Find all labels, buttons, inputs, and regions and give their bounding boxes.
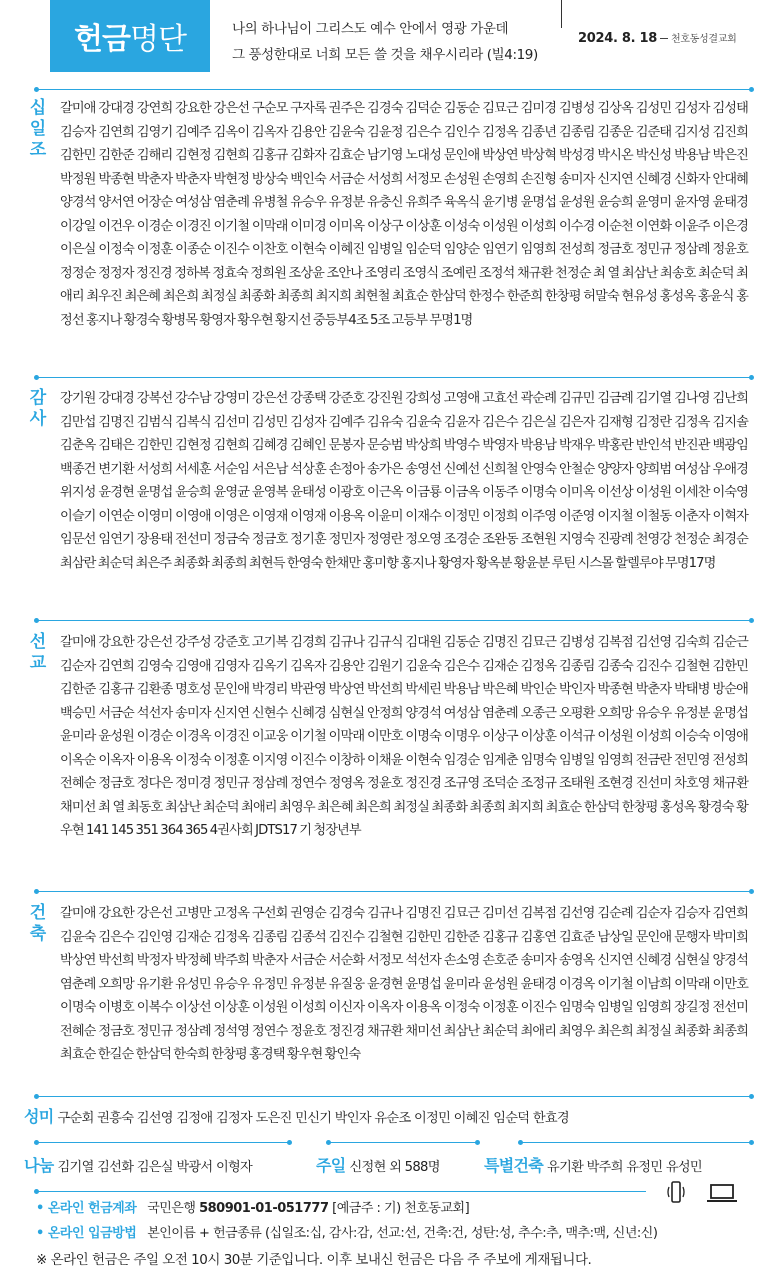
laptop-icon [706,1183,738,1203]
section-label-building: 건 축 [29,903,47,944]
mission-names: 갈미애 강요한 강은선 강주성 강준호 고기복 김경희 김규나 김규식 김대원 김동순 김명진 김묘근 김병성 김복점 김선영 김숙희 김순근 김순자 김연희 김영숙 김영애 김영자 김옥기 김옥자 김용안 김원기 김윤숙 김은수 김재순 김정옥 김종림 김종숙 김진수 김철현 김한민 김한준 김홍규 김환종 명호성 문인애 박경리 박관영 박상연 박선희 박세린 박용남 박은혜 박인순 박인자 박종현 박춘자 박태병 방순애 백승민 서금순 석선자 송미자 신지연 신현수 신혜경 심현실 안정희 양경석 여성삼 염춘례 오종근 오평환 오희망 유승우 유정분 윤명섭 윤미라 윤성원 이경순 이경옥 이경진 이교웅 이기철 이막래 이만호 이명숙 이명우 이상구 이상훈 이석규 이성원 이성희 이승숙 이영애 이옥순 이옥자 이용옥 이정숙 이정훈 이지영 이진수 이창하 이채윤 이현숙 임경순 임계춘 임명숙 임병일 임영희 전금란 전민영 전성희 전혜순 정금호 정다은 정미경 정민규 정삼례 정연수 정영옥 정윤호 정진경 조규영 조덕순 조정규 조태원 조현경 진선미 차호영 채규환 채미선 최 열 최동호 최삼난 최순덕 최애리 최영우 최은혜 최은희 최정실 최종화 최종희 최지희 최효순 한삼덕 한창평 홍성옥 황경숙 황우현 141 145 351 364 365 4권사회 JDTS17 기 청장년부 [60,635,748,838]
online-account-label: • 온라인 헌금계좌 [36,1201,137,1216]
phone-icon [666,1180,686,1204]
divider [328,1142,478,1143]
account-holder: [예금주 : 기) 천호동교회] [332,1201,470,1216]
section-label-sunday: 주일 [316,1156,346,1175]
section-label-rice: 성미 [24,1107,54,1126]
account-number: 580901-01-051777 [199,1201,329,1216]
page-title [50,0,210,72]
divider [36,1191,646,1192]
bulletin-date [578,30,736,46]
rice-names: 구순회 권흥숙 김선영 김정애 김정자 도은진 민신기 박인자 유순조 이정민 이혜진 임순덕 한효경 [57,1111,569,1126]
deposit-method-row [36,1222,657,1241]
sunday-row [316,1153,440,1176]
thanks-names: 강기원 강대경 강복선 강수남 강영미 강은선 강종택 강준호 강진원 강희성 고영애 고효선 곽순례 김규민 김금례 김기열 김나영 김난희 김만섭 김명진 김범식 김복식 김선미 김성민 김성자 김예주 김유숙 김윤숙 김윤자 김은수 김은실 김은자 김재형 김정란 김정옥 김지솔 김춘옥 김태은 김한민 김현정 김현희 김혜경 김혜인 문봉자 문승범 박상희 박영수 박영자 박용남 박재우 박홍란 반인석 반진관 백광임 백종건 변기환 서성희 서세훈 서순임 서은남 석상훈 손정아 송가은 송영선 신예선 신희철 안영숙 안철순 양양자 양희범 여성삼 우애경 위지성 윤경현 윤명섭 윤승희 윤영균 윤영복 윤태성 이광호 이근옥 이금룡 이금옥 이동주 이명숙 이미옥 이선상 이성원 이세찬 이숙영 이슬기 이연순 이영미 이영애 이영은 이영재 이영재 이용옥 이윤미 이재수 이정민 이정희 이주영 이준영 이지철 이철동 이춘자 이혁자 임문선 임연기 장용태 전선미 정금숙 정금호 정기훈 정민자 정영란 정오영 조경순 조완동 조현원 지영숙 진광례 천영강 천정순 최경순 최삼란 최순덕 최은주 최종화 최종희 최현득 한영숙 한채만 홍미향 홍지나 황영자 황옥분 황윤분 루틴 시스몰 할렐루야 무명17명 [60,391,748,571]
divider [36,620,752,621]
section-label-tithe: 십 일 조 [29,98,47,160]
divider [36,1096,752,1097]
building-names: 갈미애 강요한 강은선 고병만 고정옥 구선회 권영순 김경숙 김규나 김명진 김묘근 김미선 김복점 김선영 김순례 김순자 김승자 김연희 김윤숙 김은수 김인영 김재순 김정옥 김종림 김종석 김진수 김철현 김한민 김한준 김홍규 김홍연 김효준 남상일 문인애 문행자 박미희 박상연 박선희 박정자 박정혜 박주희 박춘자 서금순 서순화 서정모 석선자 손소영 손호준 송미자 송영옥 신지연 신혜경 심현실 양경석 염춘례 오희망 유기환 유성민 유승우 유정민 유정분 유질웅 윤경현 윤명섭 윤미라 윤성원 윤태경 이경옥 이기철 이남희 이막래 이만호 이명숙 이병호 이복수 이상선 이상훈 이성원 이성희 이신자 이옥자 이용옥 이정숙 이정훈 이진수 임명숙 임병일 임영희 장길정 전선미 전혜순 정금호 정민규 정삼례 정석영 정연수 정윤호 정진경 채규환 채미선 최삼난 최순덕 최애리 최영우 최은희 최정실 최종화 최종희 최효순 한길순 한삼덕 한숙희 한창평 홍경택 황우현 황인숙 [60,906,748,1062]
verse-line-1: 나의 하나님이 그리스도 예수 안에서 영광 가운데 [232,21,509,37]
section-label-special-building: 특별건축 [484,1156,544,1175]
divider [36,1142,290,1143]
page-title-bold: 헌금 [74,22,130,57]
divider [36,89,752,90]
deposit-method: 본인이름 + 헌금종류 (십일조:십, 감사:감, 선교:선, 건축:건, 성탄:성, 추수:추, 맥추:맥, 신년:신) [147,1226,658,1241]
online-account-row [36,1197,469,1216]
verse-line-2: 그 풍성한대로 너희 모든 쓸 것을 채우시리라 (빌4:19) [232,47,538,63]
special-building-row [484,1153,702,1176]
bank-name: 국민은행 [147,1201,196,1216]
sharing-row [24,1153,252,1176]
scripture-verse [232,16,538,68]
special-building-names: 유기환 박주희 유정민 유성민 [547,1160,702,1175]
divider [36,377,752,378]
divider [520,1142,752,1143]
online-note: ※ 온라인 헌금은 주일 오전 10시 30분 기준입니다. 이후 보내신 헌금은 다음 주 주보에 게재됩니다. [36,1252,592,1268]
page-title-light: 명단 [130,22,186,57]
date-dash [660,38,668,39]
divider [36,891,752,892]
date-text: 2024. 8. 18 [578,31,657,46]
header-divider [561,0,562,28]
church-name: 천호동성결교회 [670,34,737,45]
header [0,0,768,80]
section-label-mission: 선 교 [29,632,47,673]
deposit-method-label: • 온라인 입금방법 [36,1226,137,1241]
section-label-thanks: 감 사 [29,388,47,429]
sharing-names: 김기열 김선화 김은실 박광서 이형자 [57,1160,253,1175]
sunday-names: 신정현 외 588명 [349,1160,440,1175]
section-label-sharing: 나눔 [24,1156,54,1175]
tithe-names: 갈미애 강대경 강연희 강요한 강은선 구순모 구자록 권주은 김경숙 김덕순 김동순 김묘근 김미경 김병성 김상옥 김성민 김성자 김성태 김승자 김연희 김영기 김예주 김옥이 김옥자 김용안 김윤숙 김윤정 김은수 김인수 김정옥 김종년 김종림 김종운 김준태 김지성 김진희 김한민 김한준 김해리 김현정 김현희 김홍규 김화자 김효순 남기영 노대성 문인애 박상연 박상혁 박성경 박시온 박신성 박용남 박은진 박정원 박종현 박춘자 박춘자 박현정 방상숙 백인숙 서금순 서성희 서정모 손성원 손영희 손진형 송미자 신지연 신혜경 신화자 안대혜 양경석 양서연 어장순 여성삼 염춘례 유병철 유승우 유정분 유충신 유희주 육옥식 윤기병 윤명섭 윤성원 윤승희 윤영미 윤자영 윤태경 이강일 이건우 이경순 이경진 이기철 이막래 이미경 이미옥 이상구 이상훈 이성숙 이성원 이성희 이수경 이순천 이연화 이윤주 이은경 이은실 이정숙 이정훈 이종순 이진수 이찬호 이현숙 이혜진 임병일 임순덕 임양순 임연기 임영희 전성희 정금호 정민규 정삼례 정윤호 정정순 정정자 정진경 정하복 정효숙 정희원 조상윤 조안나 조영리 조영식 조예린 조정석 채규환 천정순 최 열 최삼난 최송호 최순덕 최애리 최우진 최은혜 최은희 최정실 최종화 최종희 최지희 최현철 최효순 한삼덕 한정수 한준희 한창평 허말숙 현유성 홍성옥 홍윤식 홍정선 홍지나 황경숙 황병목 황영자 황우현 황지선 중등부4조 5조 고등부 무명1명 [60,101,748,328]
rice-offering-row [24,1104,569,1127]
